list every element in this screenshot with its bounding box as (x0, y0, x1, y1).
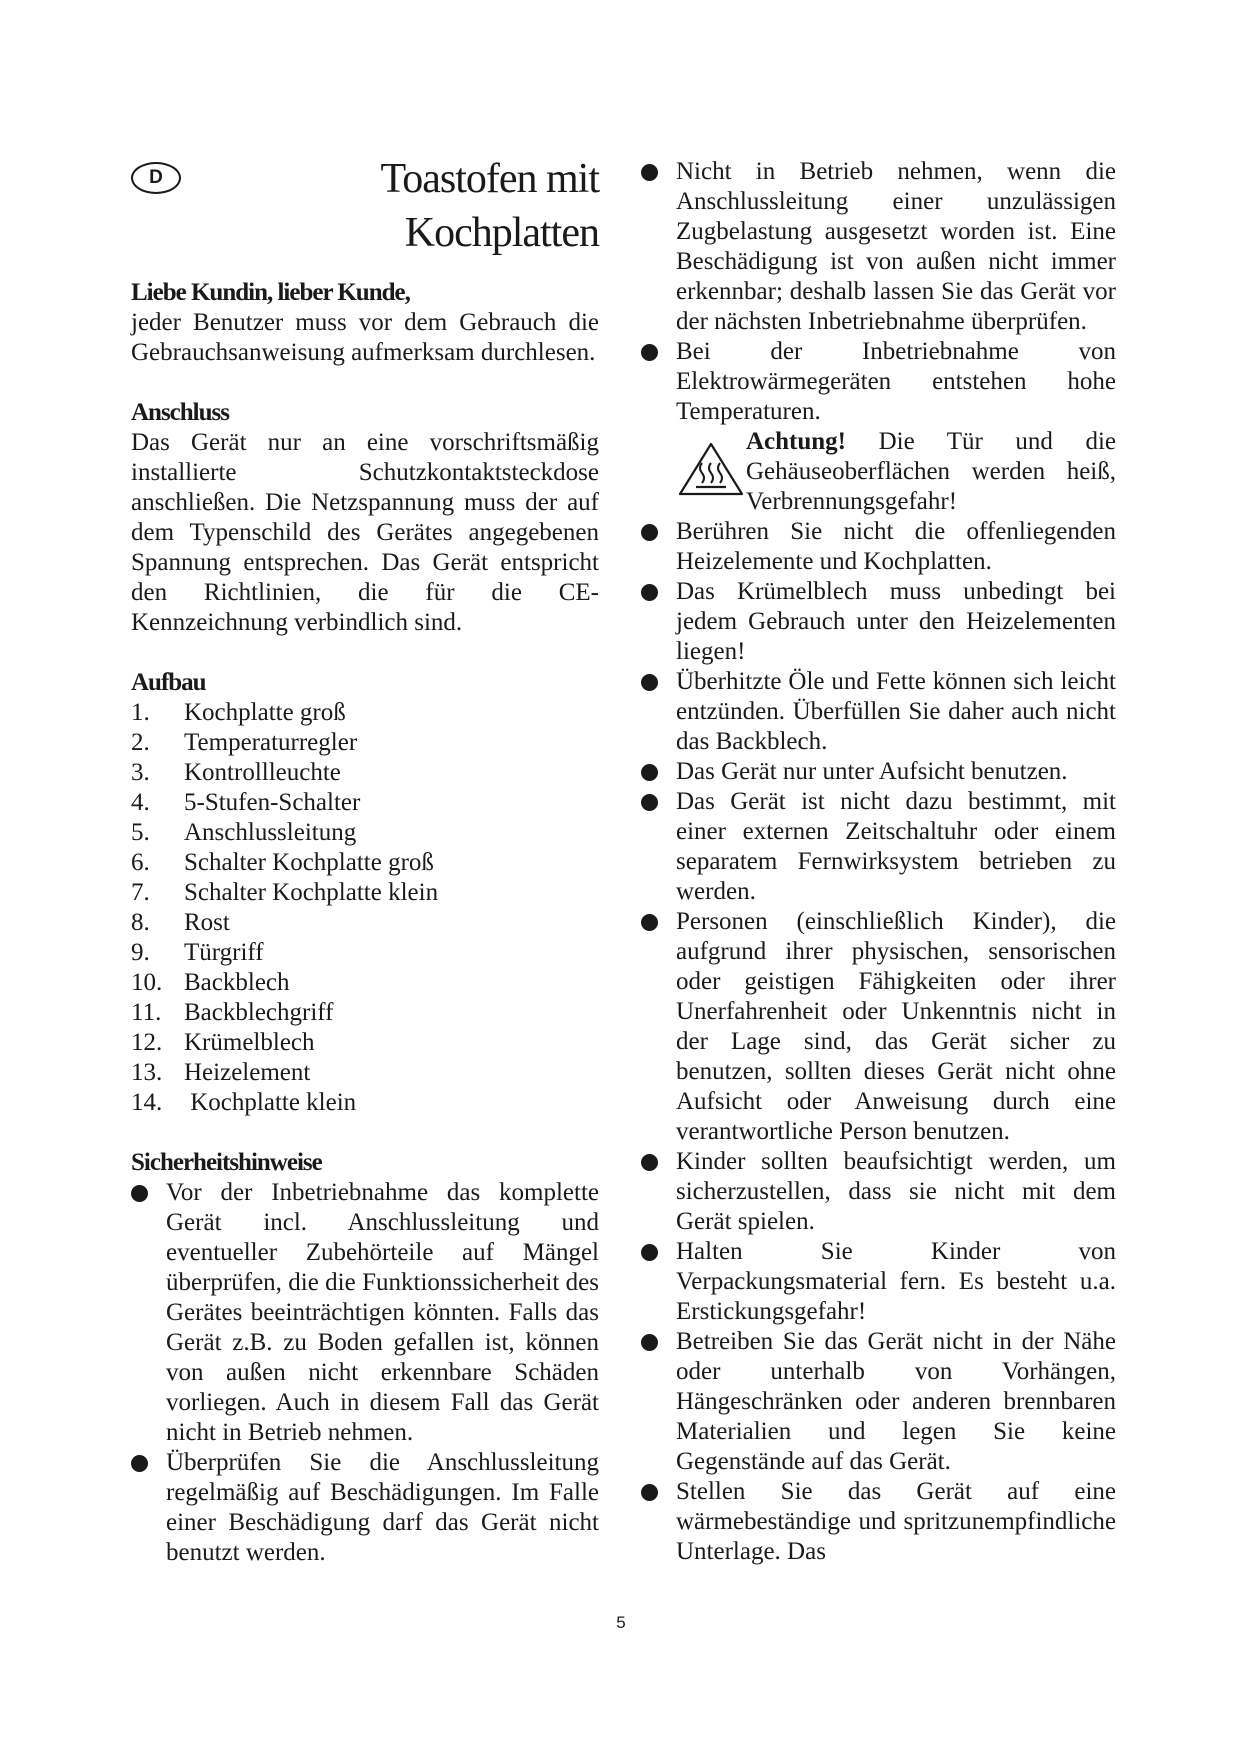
bullet-icon (641, 914, 658, 931)
part-number: 2. (131, 729, 150, 756)
parts-list-item (131, 818, 599, 848)
safety-item-text: Stellen Sie das Gerät auf eine wärmebeständige und spritzunempfindliche Unterlage. Das (676, 1478, 1116, 1565)
left-column (131, 152, 599, 1568)
safety-item-text: Berühren Sie nicht die offenliegenden Heizelemente und Kochplatten. (676, 518, 1116, 575)
part-number: 3. (131, 759, 150, 786)
safety-item (641, 1237, 1116, 1327)
parts-list-item (131, 848, 599, 878)
safety-item-text: Kinder sollten beaufsichtigt werden, um sicherzustellen, dass sie nicht mit dem Gerät spielen. (676, 1148, 1116, 1235)
safety-list-right-b (641, 517, 1116, 1567)
bullet-icon (641, 344, 658, 361)
part-number: 9. (131, 939, 150, 966)
part-number: 6. (131, 849, 150, 876)
warning-body: Die Tür und die Gehäuseoberflächen werden heiß, Verbrennungsgefahr! (746, 428, 1116, 515)
safety-item-text: Überprüfen Sie die Anschlussleitung regelmäßig auf Beschädigungen. Im Falle einer Beschädigung darf das Gerät nicht benutzt werden. (166, 1449, 599, 1566)
part-label: Rost (184, 909, 230, 936)
bullet-icon (641, 764, 658, 781)
parts-list-item (131, 788, 599, 818)
safety-item-text: Personen (einschließlich Kinder), die aufgrund ihrer physischen, sensorischen oder geistigen Fähigkeiten oder ihrer Unerfahrenheit oder Unkenntnis nicht in der Lage sind, das Gerät sicher zu benutzen, sollten dieses Gerät nicht ohne Aufsicht oder Anweisung durch eine verantwortliche Person benutzen. (676, 908, 1116, 1145)
parts-list-item (131, 758, 599, 788)
part-label: Kochplatte groß (184, 699, 346, 726)
safety-item-text: Überhitzte Öle und Fette können sich leicht entzünden. Überfüllen Sie daher auch nicht das Backblech. (676, 668, 1116, 755)
safety-item (641, 907, 1116, 1147)
parts-list-item (131, 1028, 599, 1058)
safety-item (641, 787, 1116, 907)
anschluss-text: Das Gerät nur an eine vorschriftsmäßig installierte Schutzkontaktsteckdose anschließen. Die Netzspannung muss der auf dem Typenschild des Gerätes angegebenen Spannung entsprechen. Das Gerät entspricht den Richtlinien, die für die CE-Kennzeichnung verbindlich sind. (131, 429, 599, 636)
parts-list-item (131, 698, 599, 728)
page-title (380, 152, 599, 260)
title-line-1: Toastofen mit (380, 156, 599, 202)
bullet-icon (641, 1334, 658, 1351)
part-label: Temperaturregler (184, 729, 358, 756)
part-number: 7. (131, 879, 150, 906)
part-label: Anschlussleitung (184, 819, 357, 846)
safety-item-text: Das Gerät ist nicht dazu bestimmt, mit einer externen Zeitschaltuhr oder einem separatem Fernwirksystem betrieben zu werden. (676, 788, 1116, 905)
safety-item (641, 757, 1116, 787)
part-label: Schalter Kochplatte klein (184, 879, 439, 906)
right-column (641, 157, 1116, 1567)
parts-list-item (131, 728, 599, 758)
part-number: 14. (131, 1089, 163, 1116)
parts-list-item (131, 998, 599, 1028)
safety-heading: Sicherheitshinweise (131, 1149, 322, 1176)
parts-list (131, 698, 599, 1118)
hot-surface-warning (641, 427, 1116, 517)
bullet-icon (641, 1154, 658, 1171)
safety-item (641, 667, 1116, 757)
safety-item (641, 1327, 1116, 1477)
part-number: 13. (131, 1059, 163, 1086)
warning-text (746, 427, 1116, 517)
part-number: 8. (131, 909, 150, 936)
hot-surface-warning-icon (676, 441, 746, 497)
part-label: Türgriff (184, 939, 264, 966)
safety-item (641, 577, 1116, 667)
bullet-icon (641, 674, 658, 691)
bullet-icon (641, 1484, 658, 1501)
bullet-icon (641, 1244, 658, 1261)
safety-item-text: Das Gerät nur unter Aufsicht benutzen. (676, 758, 1068, 785)
safety-item (641, 1477, 1116, 1567)
part-label: Backblech (184, 969, 290, 996)
part-number: 10. (131, 969, 163, 996)
safety-item-text: Nicht in Betrieb nehmen, wenn die Anschlussleitung einer unzulässigen Zugbelastung ausgesetzt worden ist. Eine Beschädigung ist von außen nicht immer erkennbar; deshalb lassen Sie das Gerät vor der nächsten Inbetriebnahme überprüfen. (676, 158, 1116, 335)
safety-item (641, 337, 1116, 427)
safety-item (641, 517, 1116, 577)
safety-item-text: Vor der Inbetriebnahme das komplette Gerät incl. Anschlussleitung und eventueller Zubehörteile auf Mängel überprüfen, die die Funktionssicherheit des Gerätes beeinträchtigen könnten. Falls das Gerät z.B. zu Boden gefallen ist, können von außen nicht erkennbare Schäden vorliegen. Auch in diesem Fall das Gerät nicht in Betrieb nehmen. (166, 1179, 599, 1446)
bullet-icon (131, 1185, 148, 1202)
safety-list-left (131, 1178, 599, 1568)
safety-list-right-a (641, 157, 1116, 427)
safety-item-text: Das Krümelblech muss unbedingt bei jedem Gebrauch unter den Heizelementen liegen! (676, 578, 1116, 665)
safety-item-text: Betreiben Sie das Gerät nicht in der Nähe oder unterhalb von Vorhängen, Hängeschränken oder anderen brennbaren Materialien und legen Sie keine Gegenstände auf das Gerät. (676, 1328, 1116, 1475)
aufbau-heading: Aufbau (131, 669, 206, 696)
parts-list-item (131, 1058, 599, 1088)
page-header (131, 152, 599, 262)
bullet-icon (641, 794, 658, 811)
parts-list-item (131, 968, 599, 998)
safety-item (641, 1147, 1116, 1237)
part-label: Backblechgriff (184, 999, 334, 1026)
safety-item-text: Bei der Inbetriebnahme von Elektrowärmegeräten entstehen hohe Temperaturen. (676, 338, 1116, 425)
part-label: Kochplatte klein (184, 1089, 357, 1116)
warning-label: Achtung! (746, 428, 847, 455)
part-number: 12. (131, 1029, 163, 1056)
bullet-icon (131, 1455, 148, 1472)
bullet-icon (641, 584, 658, 601)
part-label: Schalter Kochplatte groß (184, 849, 434, 876)
parts-list-item (131, 878, 599, 908)
parts-list-item (131, 938, 599, 968)
page-number: 5 (616, 1613, 626, 1632)
part-number: 5. (131, 819, 150, 846)
part-label: Krümelblech (184, 1029, 315, 1056)
bullet-icon (641, 524, 658, 541)
part-label: 5-Stufen-Schalter (184, 789, 361, 816)
part-label: Kontrollleuchte (184, 759, 341, 786)
safety-item (131, 1178, 599, 1448)
bullet-icon (641, 164, 658, 181)
parts-list-item (131, 1088, 599, 1118)
language-badge: D (131, 162, 181, 194)
title-line-2: Kochplatten (404, 210, 599, 256)
safety-item-text: Halten Sie Kinder von Verpackungsmaterial fern. Es besteht u.a. Erstickungsgefahr! (676, 1238, 1116, 1325)
safety-item (131, 1448, 599, 1568)
parts-list-item (131, 908, 599, 938)
part-number: 1. (131, 699, 150, 726)
safety-item (641, 157, 1116, 337)
part-number: 11. (131, 999, 162, 1026)
part-label: Heizelement (184, 1059, 311, 1086)
greeting: Liebe Kundin, lieber Kunde, (131, 279, 410, 306)
anschluss-heading: Anschluss (131, 399, 229, 426)
part-number: 4. (131, 789, 150, 816)
intro-text: jeder Benutzer muss vor dem Gebrauch die Gebrauchsanweisung aufmerksam durchlesen. (131, 309, 599, 366)
